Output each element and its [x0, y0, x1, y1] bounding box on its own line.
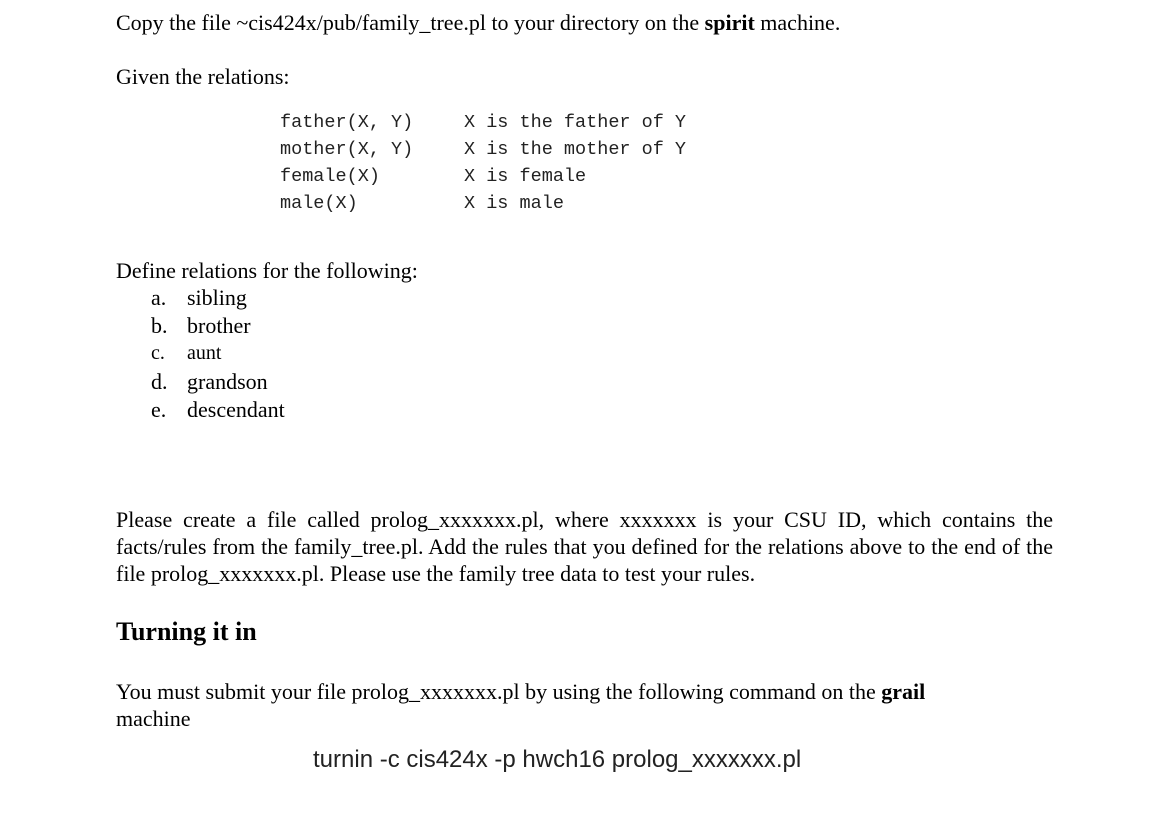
list-text: aunt — [187, 342, 222, 364]
given-label: Given the relations: — [116, 64, 290, 89]
relations-table — [280, 109, 750, 219]
submit-paragraph — [116, 678, 1053, 732]
instructions-paragraph: Please create a file called prolog_xxxxxxx.pl, where xxxxxxx is your CSU ID, which contains the facts/rules from the family_tree.pl. Add the rules that you defined for the relations above to the end of the file prolog_xxxxxxx.pl. Please use the family tree data to test your rules. — [116, 507, 1053, 586]
relation-name: male(X) — [280, 193, 358, 214]
submit-text-pre: You must submit your file prolog_xxxxxxx.pl by using the following command on the — [116, 679, 882, 704]
intro-line — [116, 9, 840, 36]
list-letter: d. — [151, 369, 168, 394]
list-letter: c. — [151, 342, 165, 364]
submit-machine-name: grail — [881, 679, 926, 704]
list-letter: e. — [151, 397, 167, 422]
relation-desc: X is male — [464, 193, 564, 214]
list-text: grandson — [187, 369, 268, 394]
relation-name: female(X) — [280, 166, 380, 187]
list-text: brother — [187, 313, 251, 338]
list-letter: a. — [151, 285, 167, 310]
intro-text-post: machine. — [754, 10, 841, 35]
list-text: descendant — [187, 397, 285, 422]
list-text: sibling — [187, 285, 247, 310]
relation-desc: X is female — [464, 166, 587, 187]
turnin-heading: Turning it in — [116, 617, 257, 646]
list-letter: b. — [151, 313, 168, 338]
submit-text-post: machine — [116, 706, 191, 731]
relations-list — [151, 284, 451, 429]
relation-desc: X is the mother of Y — [464, 139, 687, 160]
relation-name: mother(X, Y) — [280, 139, 414, 160]
intro-text-pre: Copy the file ~cis424x/pub/family_tree.pl to your directory on the — [116, 10, 705, 35]
turnin-command: turnin -c cis424x -p hwch16 prolog_xxxxxxx.pl — [313, 746, 802, 773]
intro-machine-name: spirit — [704, 10, 755, 35]
relation-name: father(X, Y) — [280, 112, 414, 133]
relation-desc: X is the father of Y — [464, 112, 687, 133]
define-label: Define relations for the following: — [116, 258, 418, 283]
